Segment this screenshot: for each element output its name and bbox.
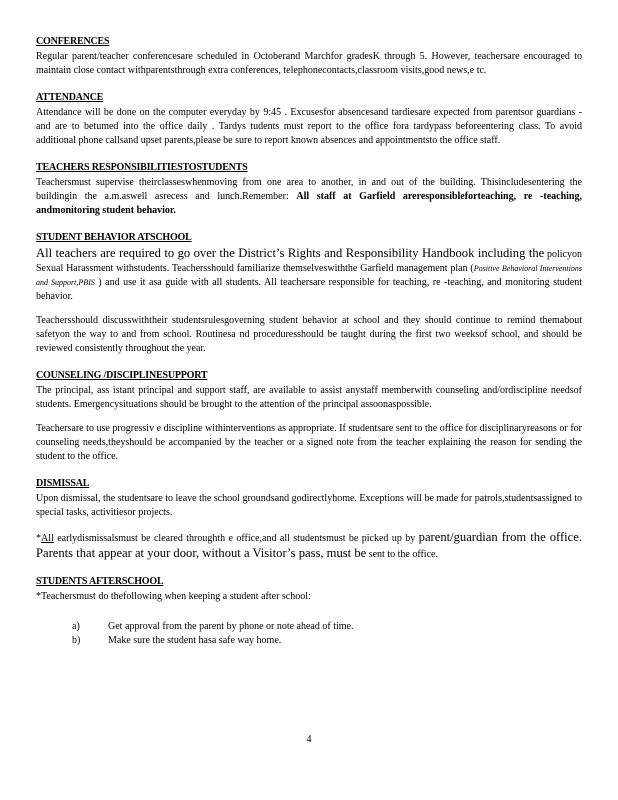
section-attendance <box>36 92 582 148</box>
paragraph-teachers <box>36 176 582 218</box>
dismissal-text-end: sent to the office. <box>368 549 438 560</box>
paragraph-afterschool: *Teachersmust do thefollowing when keeping a student after school: <box>36 591 311 602</box>
document-content <box>36 36 582 662</box>
teachers-text: Teachersmust supervise theirclasseswhenmoving from one area to another, in and out of the building. Thisincludesentering the buildingin the a.m.aswell asrecess and lunch.Remember: <box>36 177 582 202</box>
list-marker: a) <box>72 621 80 632</box>
section-behavior <box>36 232 582 356</box>
list-text: Make sure the student hasa safe way home. <box>108 635 282 646</box>
section-conferences <box>36 36 582 78</box>
teachers-bold-text: All staff at Garfield areresponsibleforteaching, re -teaching, andmonitoring student behavior. <box>36 191 582 216</box>
dismissal-all-text: All <box>41 533 54 544</box>
list-item <box>36 634 582 648</box>
behavior-text: policyon Sexual Harassment withstudents. Teachersshould familiarize themselveswiththe Garfield management plan ( <box>36 249 582 274</box>
page-number: 4 <box>306 734 312 745</box>
section-teachers <box>36 162 582 218</box>
heading-afterschool: STUDENTS AFTERSCHOOL <box>36 576 164 587</box>
heading-counseling: COUNSELING /DISCIPLINESUPPORT <box>36 370 208 381</box>
heading-teachers: TEACHERS RESPONSIBILITIESTOSTUDENTS <box>36 162 248 173</box>
paragraph-conferences: Regular parent/teacher conferencesare scheduled in Octoberand Marchfor gradesK through 5. However, teachersare encouraged to maintain close contact withparentsthrough extra conferences, telephonecontacts,classroom visits,good news,e tc. <box>36 51 582 76</box>
paragraph-behavior-2: Teachersshould discusswiththeir studentsrulesgoverning student behavior at school and they should continue to remind themabout safetyon the way to and from school. Routinesa nd proceduresshould be taught during the first two weeksof school, and should be reviewed consistently throughout the year. <box>36 315 582 354</box>
list-item <box>36 620 582 634</box>
paragraph-counseling-2: Teachersare to use progressiv e discipline withinterventions as appropriate. If studentsare sent to the office for disciplinaryreasons or for counseling needs,theyshould be accompanied by the teacher or a signed note from the teacher explaining the reason for sending the student to the office. <box>36 423 582 462</box>
paragraph-dismissal-2 <box>36 530 582 562</box>
section-dismissal <box>36 478 582 562</box>
section-afterschool <box>36 576 582 648</box>
heading-attendance: ATTENDANCE <box>36 92 104 103</box>
behavior-text-end: ) and use it asa guide with all students. All teachersare responsible for teaching, re -teaching, and monitoring student behavior. <box>36 277 583 302</box>
behavior-large-text: All teachers are required to go over the District’s Rights and Responsibility Handbook including the <box>36 246 545 260</box>
heading-dismissal: DISMISSAL <box>36 478 90 489</box>
paragraph-attendance: Attendance will be done on the computer everyday by 9:45 . Excusesfor absencesand tardiesare expected from parentsor guardians - and are to betumed into the office daily . Tardys tudents must report to the office fora tardypass beforeentering class. To avoid additional phone callsand upset parents,please be sure to report known absences and appointmentsto the office staff. <box>36 107 582 146</box>
list-marker: b) <box>72 635 81 646</box>
dismissal-large-text: parent/guardian from the office. Parents that appear at your door, without a Visitor’s pass, must be <box>36 530 582 560</box>
dismissal-star: * <box>36 533 41 544</box>
section-counseling <box>36 370 582 464</box>
paragraph-dismissal-1: Upon dismissal, the studentsare to leave the school groundsand godirectlyhome. Exceptions will be made for patrols,studentsassigned to special tasks, activitiesor projects. <box>36 493 582 518</box>
heading-behavior: STUDENT BEHAVIOR ATSCHOOL <box>36 232 192 243</box>
behavior-italic-text: Positive Behavioral Interventions and Support,PBIS <box>36 264 582 287</box>
heading-conferences: CONFERENCES <box>36 36 110 47</box>
list-text: Get approval from the parent by phone or note ahead of time. <box>108 621 354 632</box>
paragraph-counseling-1: The principal, ass istant principal and support staff, are available to assist anystaff memberwith counseling and/ordiscipline needsof students. Emergencysituations should be brought to the attention of the principal assoonaspossible. <box>36 385 582 410</box>
dismissal-text: earlydismissalsmust be cleared throughth e office,and all studentsmust be picked up by <box>53 533 416 544</box>
paragraph-behavior-1 <box>36 246 582 304</box>
